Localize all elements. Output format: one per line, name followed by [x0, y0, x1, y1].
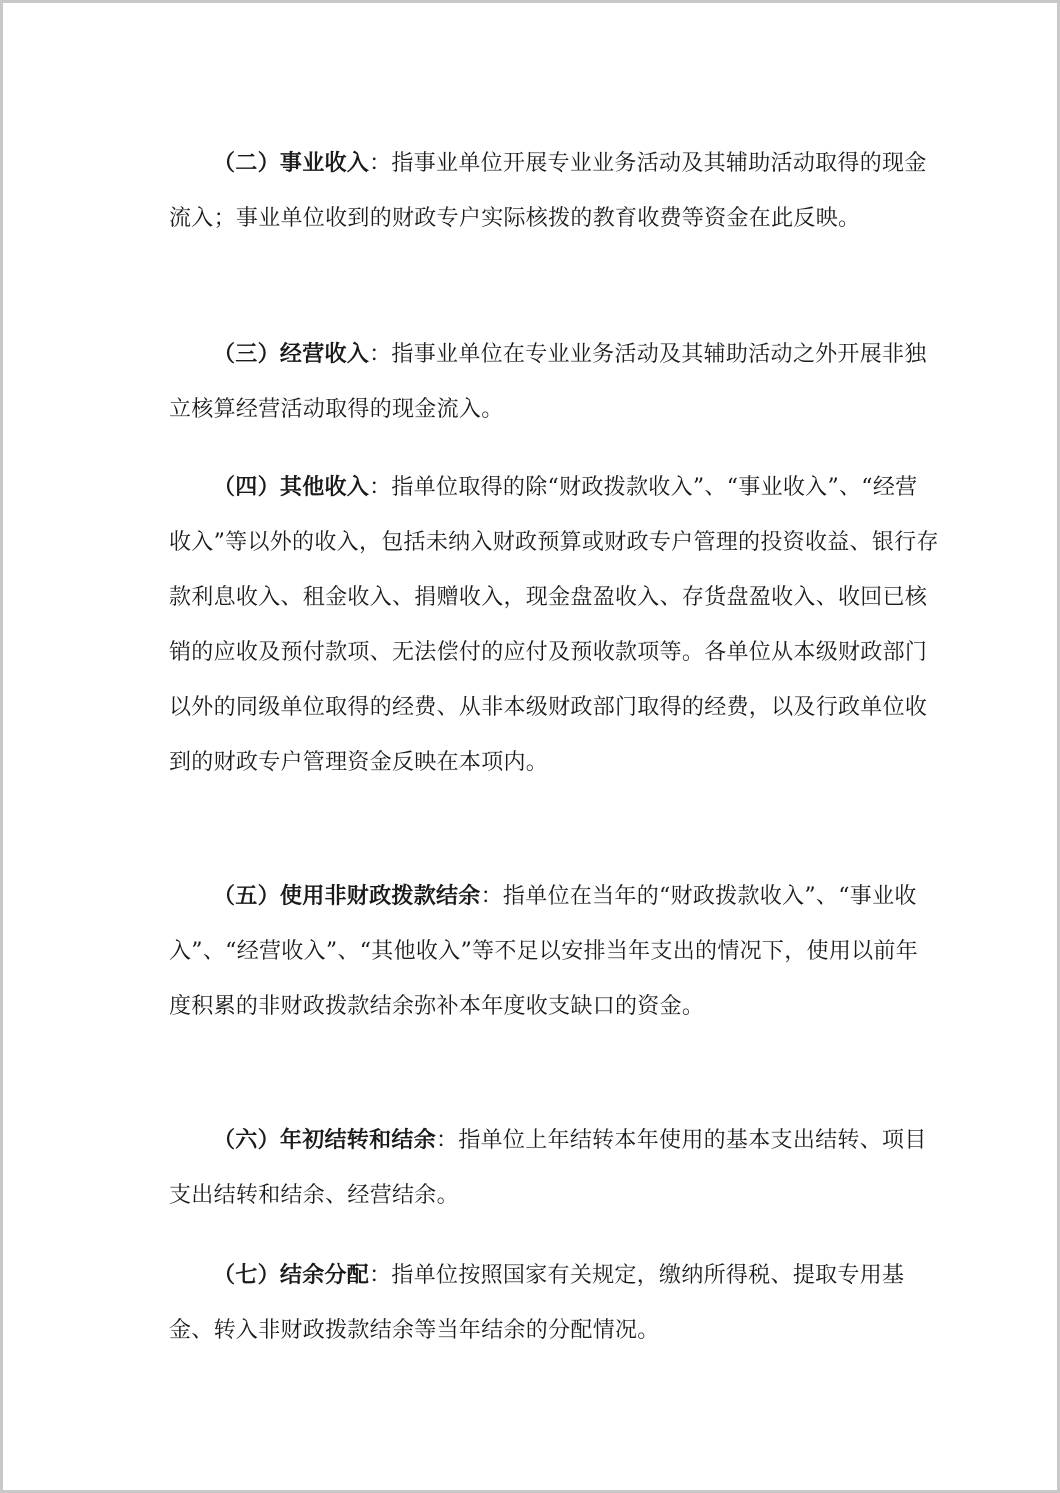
paragraph-body: 指单位取得的除“财政拨款收入”、“事业收入”、“经营收入”等以外的收入，包括未纳入财政预算或财政专户管理的投资收益、银行存款利息收入、租金收入、捐赠收入，现金盘盈收入、存货盘盈收入、收回已核销的应收及预付款项、无法偿付的应付及预收款项等。各单位从本级财政部门以外的同级单位取得的经费、从非本级财政部门取得的经费，以及行政单位收到的财政专户管理资金反映在本项内。: [169, 475, 939, 775]
term-operating-income: （三）经营收入: [213, 342, 370, 367]
paragraph-balance-distribution: [169, 1248, 939, 1358]
paragraph-body: 指单位上年结转本年使用的基本支出结转、项目支出结转和结余、经营结余。: [169, 1128, 927, 1208]
term-colon: ：: [436, 1128, 459, 1153]
paragraph-body: 指单位在当年的“财政拨款收入”、“事业收入”、“经营收入”、“其他收入”等不足以安排当年支出的情况下，使用以前年度积累的非财政拨款结余弥补本年度收支缺口的资金。: [169, 884, 919, 1019]
paragraph-non-fiscal-balance: [169, 869, 939, 1034]
paragraph-other-income: [169, 460, 939, 790]
paragraph-business-income: [169, 136, 939, 246]
paragraph-carryover-balance: [169, 1113, 939, 1223]
term-business-income: （二）事业收入: [213, 151, 370, 176]
paragraph-operating-income: [169, 327, 939, 437]
term-colon: ：: [369, 342, 392, 367]
term-colon: ：: [369, 151, 392, 176]
paragraph-body: 指事业单位开展专业业务活动及其辅助活动取得的现金流入；事业单位收到的财政专户实际核拨的教育收费等资金在此反映。: [169, 151, 927, 231]
term-non-fiscal-balance: （五）使用非财政拨款结余: [213, 884, 481, 909]
term-colon: ：: [480, 884, 503, 909]
paragraph-body: 指单位按照国家有关规定，缴纳所得税、提取专用基金、转入非财政拨款结余等当年结余的分配情况。: [169, 1263, 905, 1343]
term-balance-distribution: （七）结余分配: [213, 1263, 370, 1288]
paragraph-body: 指事业单位在专业业务活动及其辅助活动之外开展非独立核算经营活动取得的现金流入。: [169, 342, 927, 422]
term-carryover-balance: （六）年初结转和结余: [213, 1128, 437, 1153]
term-other-income: （四）其他收入: [213, 475, 370, 500]
term-colon: ：: [369, 475, 392, 500]
term-colon: ：: [369, 1263, 392, 1288]
